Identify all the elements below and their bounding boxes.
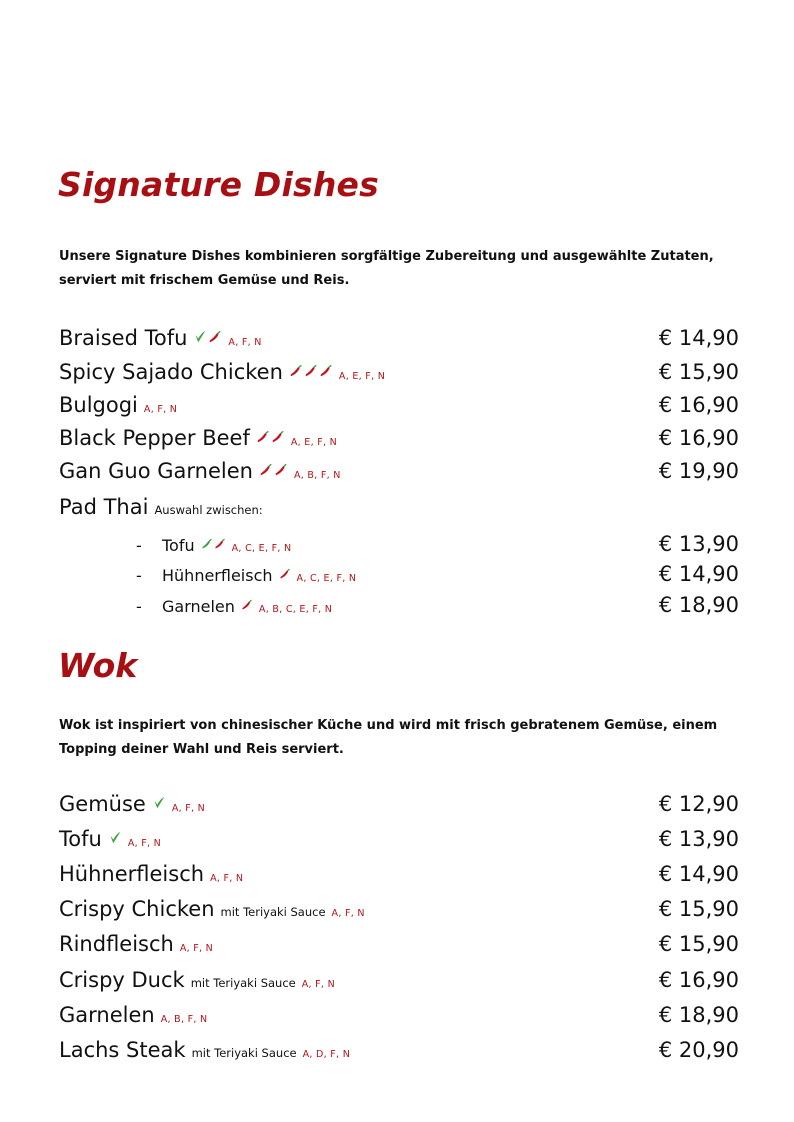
item-icons xyxy=(256,430,285,444)
option-dash: - xyxy=(136,566,142,585)
option-dash: - xyxy=(136,536,142,555)
menu-item xyxy=(59,792,739,824)
option-dash: - xyxy=(136,597,142,616)
item-name: Crispy Duck xyxy=(59,968,185,992)
item-price: € 14,90 xyxy=(658,862,739,886)
vegan-leaf-icon xyxy=(152,796,166,810)
item-allergens: A, C, E, F, N xyxy=(231,543,292,554)
menu-item xyxy=(59,393,739,425)
chili-pepper-icon xyxy=(271,430,285,444)
item-price: € 18,90 xyxy=(658,1003,739,1027)
item-name: Garnelen xyxy=(59,1003,155,1027)
chili-pepper-icon xyxy=(274,463,288,477)
item-price: € 13,90 xyxy=(658,532,739,556)
pad-thai-option xyxy=(162,532,739,562)
chili-pepper-icon xyxy=(241,599,253,611)
pad-thai-option xyxy=(162,562,739,592)
menu-item xyxy=(59,897,739,929)
item-name: Hühnerfleisch xyxy=(162,566,273,585)
signature-dishes-title: Signature Dishes xyxy=(58,165,379,204)
item-name: Garnelen xyxy=(162,597,235,616)
item-allergens: A, E, F, N xyxy=(338,371,386,382)
green-chili-icon xyxy=(201,538,213,550)
item-icons xyxy=(241,599,253,611)
item-icons xyxy=(289,364,333,378)
item-name: Gan Guo Garnelen xyxy=(59,459,253,483)
item-allergens: A, F, N xyxy=(127,838,162,849)
item-allergens: A, F, N xyxy=(301,979,335,990)
item-price: € 16,90 xyxy=(658,393,739,417)
item-allergens: A, F, N xyxy=(171,803,206,814)
wok-intro-line-2: Topping deiner Wahl und Reis serviert. xyxy=(59,742,344,757)
chili-pepper-icon xyxy=(304,364,318,378)
item-allergens: A, F, N xyxy=(179,943,214,954)
item-name: Bulgogi xyxy=(59,393,138,417)
item-note: mit Teriyaki Sauce xyxy=(191,1046,297,1060)
item-note: mit Teriyaki Sauce xyxy=(220,905,326,919)
item-price: € 12,90 xyxy=(658,792,739,816)
item-price: € 15,90 xyxy=(658,897,739,921)
menu-item xyxy=(59,932,739,964)
vegan-leaf-icon xyxy=(193,330,207,344)
item-price: € 13,90 xyxy=(658,827,739,851)
menu-item xyxy=(59,360,739,392)
item-icons xyxy=(201,538,226,550)
wok-intro-line-1: Wok ist inspiriert von chinesischer Küche und wird mit frisch gebratenem Gemüse, einem xyxy=(59,718,718,733)
item-name: Crispy Chicken xyxy=(59,897,215,921)
vegan-leaf-icon xyxy=(108,831,122,845)
item-name: Lachs Steak xyxy=(59,1038,186,1062)
item-allergens: A, F, N xyxy=(228,337,262,348)
item-name: Gemüse xyxy=(59,792,146,816)
signature-intro-line-1: Unsere Signature Dishes kombinieren sorgfältige Zubereitung und ausgewählte Zutaten, xyxy=(59,249,714,264)
menu-item xyxy=(59,326,739,358)
item-price: € 14,90 xyxy=(658,326,739,350)
item-allergens: A, D, F, N xyxy=(302,1049,351,1060)
item-name: Tofu xyxy=(59,827,102,851)
item-price: € 18,90 xyxy=(658,593,739,617)
signature-intro xyxy=(59,245,749,293)
signature-intro-line-2: serviert mit frischem Gemüse und Reis. xyxy=(59,273,350,288)
item-name: Braised Tofu xyxy=(59,326,188,350)
item-allergens: A, F, N xyxy=(331,908,365,919)
menu-item xyxy=(59,459,739,491)
item-icons xyxy=(152,796,166,810)
menu-item-pad-thai xyxy=(59,495,739,527)
item-price: € 14,90 xyxy=(658,562,739,586)
item-note: Auswahl zwischen: xyxy=(154,503,263,517)
item-name: Tofu xyxy=(162,536,195,555)
menu-item xyxy=(59,827,739,859)
chili-pepper-icon xyxy=(259,463,273,477)
item-allergens: A, C, E, F, N xyxy=(296,573,357,584)
menu-item xyxy=(59,1038,739,1070)
item-allergens: A, B, F, N xyxy=(293,470,341,481)
item-name: Pad Thai xyxy=(59,495,149,519)
wok-intro xyxy=(59,714,749,762)
item-price: € 20,90 xyxy=(658,1038,739,1062)
item-icons xyxy=(259,463,288,477)
chili-pepper-icon xyxy=(256,430,270,444)
chili-pepper-icon xyxy=(319,364,333,378)
item-price: € 15,90 xyxy=(658,360,739,384)
pad-thai-option xyxy=(162,593,739,623)
item-icons xyxy=(279,568,291,580)
chili-pepper-icon xyxy=(214,538,226,550)
menu-item xyxy=(59,426,739,458)
wok-title: Wok xyxy=(58,646,138,685)
item-price: € 15,90 xyxy=(658,932,739,956)
menu-item xyxy=(59,1003,739,1035)
chili-pepper-icon xyxy=(289,364,303,378)
chili-pepper-icon xyxy=(279,568,291,580)
item-name: Spicy Sajado Chicken xyxy=(59,360,283,384)
item-allergens: A, B, C, E, F, N xyxy=(258,604,333,615)
item-allergens: A, F, N xyxy=(143,404,178,415)
item-allergens: A, E, F, N xyxy=(290,437,338,448)
item-price: € 16,90 xyxy=(658,426,739,450)
menu-item xyxy=(59,862,739,894)
item-allergens: A, B, F, N xyxy=(160,1014,208,1025)
item-icons xyxy=(108,831,122,845)
item-allergens: A, F, N xyxy=(210,873,244,884)
item-icons xyxy=(193,330,222,344)
item-name: Black Pepper Beef xyxy=(59,426,250,450)
item-price: € 19,90 xyxy=(658,459,739,483)
menu-item xyxy=(59,968,739,1000)
item-price: € 16,90 xyxy=(658,968,739,992)
item-name: Hühnerfleisch xyxy=(59,862,205,886)
item-name: Rindfleisch xyxy=(59,932,174,956)
chili-pepper-icon xyxy=(208,330,222,344)
item-note: mit Teriyaki Sauce xyxy=(190,976,296,990)
